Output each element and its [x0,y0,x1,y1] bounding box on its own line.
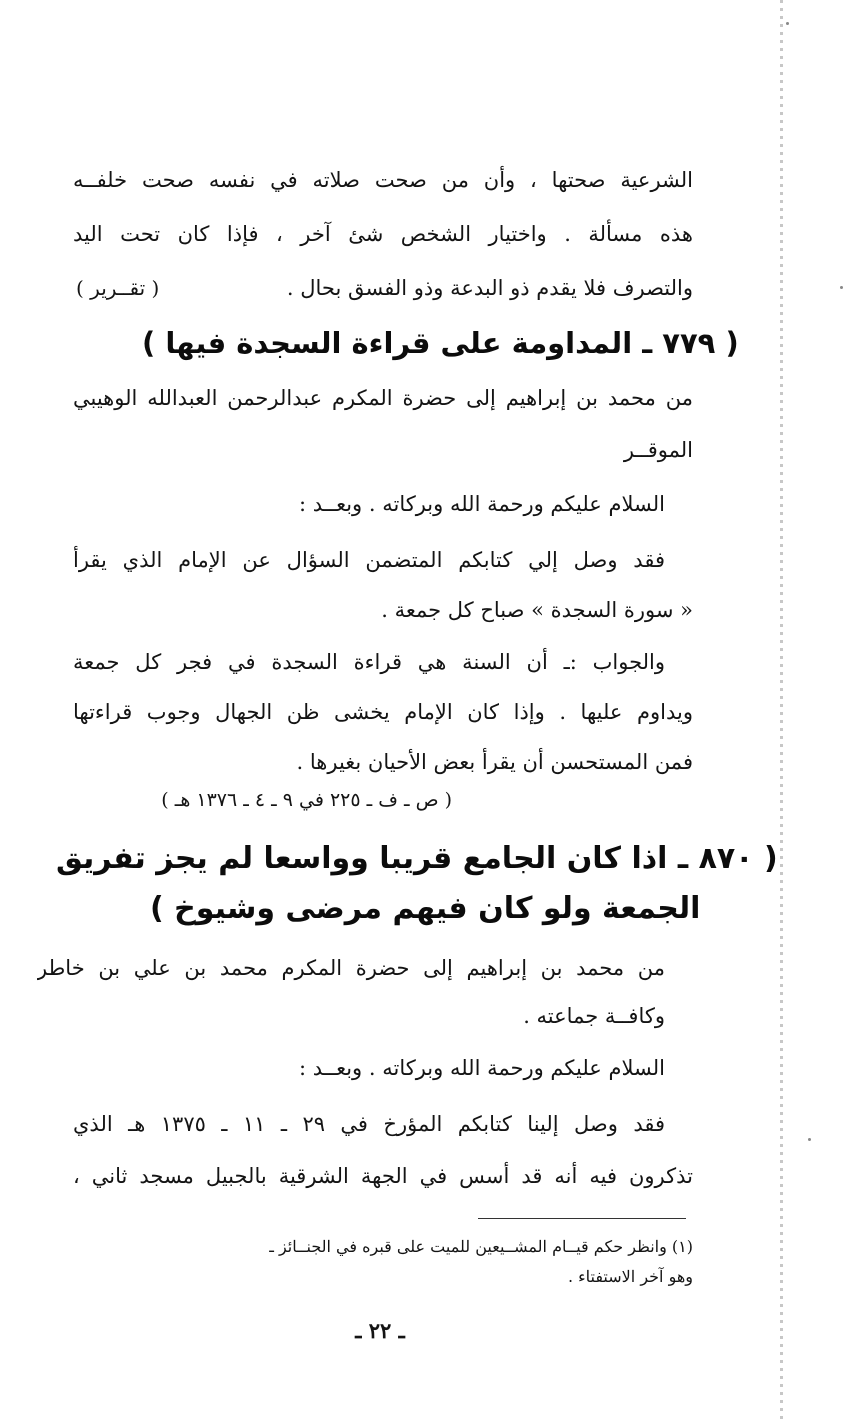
letter-greeting: السلام عليكم ورحمة الله وبركاته . وبعــد : [299,492,665,516]
scan-speck [786,22,789,25]
body-line: والجواب :ـ أن السنة هي قراءة السجدة في فجر كل جمعة [73,650,665,674]
footnote-separator [478,1218,686,1219]
source-reference: ( تقــرير ) [76,276,160,300]
letter-greeting: السلام عليكم ورحمة الله وبركاته . وبعــد : [299,1056,665,1080]
letter-address-line: من محمد بن إبراهيم إلى حضرة المكرم عبدالرحمن العبدالله الوهيبي [73,386,693,410]
body-line: فمن المستحسن أن يقرأ بعض الأحيان بغيرها . [296,750,693,774]
footnote-line: وهو آخر الاستفتاء . [567,1267,693,1286]
source-reference: ( ص ـ ف ـ ٢٢٥ في ٩ ـ ٤ ـ ١٣٧٦ هـ ) [161,789,452,811]
body-line: فقد وصل إلي كتابكم المتضمن السؤال عن الإمام الذي يقرأ [73,548,665,572]
letter-address-line: الموقــر [623,438,693,462]
body-line: الشرعية صحتها ، وأن من صحت صلاته في نفسه صحت خلفــه [73,168,693,192]
letter-address-line: وكافــة جماعته . [523,1004,665,1028]
section-heading-779: ( ٧٧٩ ـ المداومة على قراءة السجدة فيها ) [142,326,739,360]
scan-speck [840,286,843,289]
section-heading-870-line1: ( ٨٧٠ ـ اذا كان الجامع قريبا وواسعا لم يجز تفريق [56,841,778,876]
margin-scan-dots [780,0,783,1423]
body-line: فقد وصل إلينا كتابكم المؤرخ في ٢٩ ـ ١١ ـ ١٣٧٥ هـ الذي [73,1112,665,1136]
body-line: ويداوم عليها . وإذا كان الإمام يخشى ظن الجهال وجوب قراءتها [73,700,693,724]
body-line: والتصرف فلا يقدم ذو البدعة وذو الفسق بحال . [286,276,693,300]
body-line: تذكرون فيه أنه قد أسس في الجهة الشرقية بالجبيل مسجد ثاني ، [73,1164,693,1188]
scan-speck [808,1138,811,1141]
section-heading-870-line2: الجمعة ولو كان فيهم مرضى وشيوخ ) [150,891,701,926]
letter-address-line: من محمد بن إبراهيم إلى حضرة المكرم محمد بن علي بن خاطر [37,956,665,980]
footnote-line: (١) وانظر حكم قيــام المشــيعين للميت على قبره في الجنــائز ـ [269,1237,693,1256]
page-number: ـ ٢٢ ـ [355,1318,405,1343]
body-line: هذه مسألة . واختيار الشخص شئ آخر ، فإذا كان تحت اليد [73,222,693,246]
body-line: « سورة السجدة » صباح كل جمعة . [381,598,693,622]
